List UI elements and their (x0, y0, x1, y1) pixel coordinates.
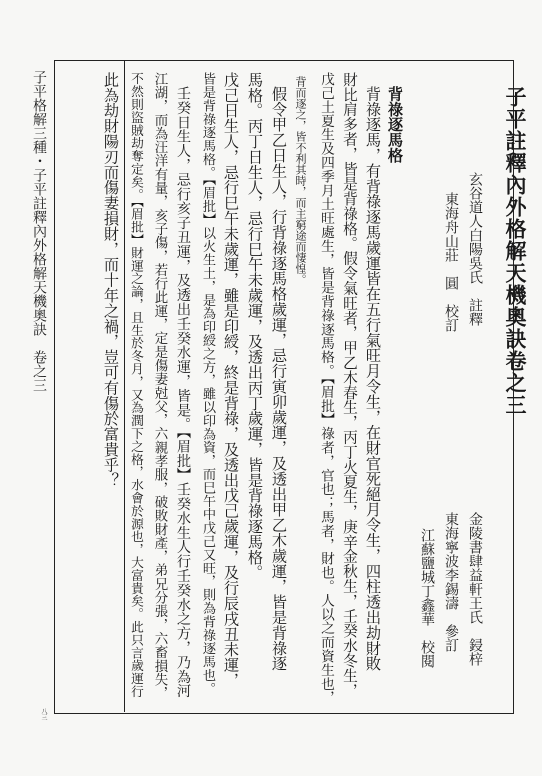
section-heading: 背祿逐馬格 (386, 86, 404, 163)
chapter-title: 子平註釋內外格解天機奧訣卷之三 (503, 86, 528, 416)
margin-book-title: 子平格解三種・子平註釋內外格解天機奧訣 卷之三 (31, 70, 47, 392)
credit-publisher: 金陵書肆益軒王氏 鋟梓 (467, 512, 483, 666)
text-line-8: 皆是背祿逐馬格。【眉批】以火生土，是為印綬之方，雖以印為資，而巳午中戊己又旺，則為背祿逐馬也。 (200, 72, 215, 696)
text-line-7: 戊己日生人，忌行巳午未歲運，雖是印綬，終是背祿，及透出戊己歲運，及行辰戌丑未運， (222, 72, 240, 688)
text-line-11: 不然則盜賊劫奪定矣。【眉批】財運之論，且生於冬月，又為潤下之格，水會於源也，大富貴矣。此只言歲運行 (129, 72, 144, 698)
text-line-2: 財比肩多者，皆是背祿格。假令氣旺者，甲乙木春生，丙丁火夏生，庚辛金秋生，壬癸水冬生， (341, 72, 358, 698)
text-line-10: 江湖，而為汪洋有量，亥子傷，若行此運，定是傷妻尅父，六親孝服，破敗財產，弟兄分張，六畜損失， (152, 72, 167, 700)
credit-proofreader: 東海舟山莊 圓 校訂 (443, 192, 459, 332)
credit-reviewer: 江蘇鹽城丁鑫華 校閱 (419, 528, 435, 668)
margin-divider (124, 60, 125, 712)
text-line-9: 壬癸日生人，忌行亥子丑運，及透出壬癸水運，皆是。【眉批】壬癸水生人行壬癸水之方，乃為河 (175, 86, 191, 699)
page-number: 八三 (40, 708, 47, 720)
text-line-12: 此為劫財陽刃而傷妻損財，而十年之禍，豈可有傷於富貴乎？ (102, 72, 120, 488)
text-line-3: 戊己土夏生及四季月土旺處生，皆是背祿逐馬格。【眉批】祿者，官也；馬者，財也。人以之而資生也， (318, 72, 334, 705)
text-line-4-annotation: 背而逐之，皆不利其時，而主窮途而悽惶。 (294, 76, 307, 285)
text-line-5: 假令甲乙日生人，行背祿逐馬格歲運，忌行寅卯歲運，及透出甲乙木歲運，皆是背祿逐 (270, 86, 288, 672)
credit-reviser: 東海寧波李錫濤 參訂 (443, 512, 459, 652)
credit-annotator: 玄谷道人白陽吳氏 註釋 (467, 172, 483, 326)
text-line-6: 馬格。丙丁日生人，忌行巳午未歲運，及透出丙丁歲運，皆是背祿逐馬格。 (246, 72, 264, 581)
text-line-1: 背祿逐馬，有背祿逐馬歲運皆在五行氣旺月令生，在財官死絕月令生，四柱透出劫財敗 (364, 86, 382, 672)
